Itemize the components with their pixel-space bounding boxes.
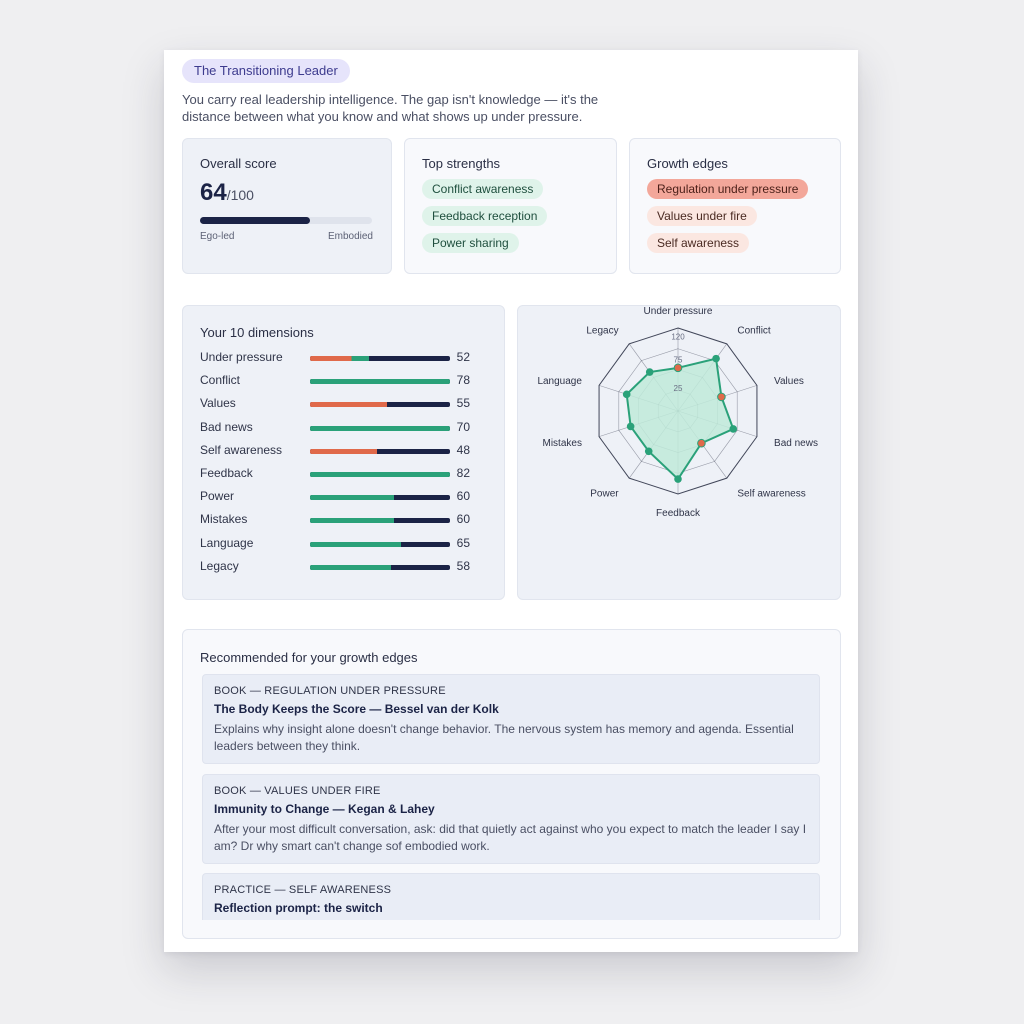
radar-axis-label: Self awareness	[737, 488, 806, 500]
dimension-label: Bad news	[200, 419, 253, 434]
dimension-row	[200, 487, 470, 505]
dimension-bar	[310, 472, 450, 477]
radar-axis-label: Mistakes	[542, 438, 582, 450]
dimension-row	[200, 441, 470, 459]
dimension-bar	[310, 379, 450, 384]
overall-score-title: Overall score	[200, 156, 277, 171]
dimension-row	[200, 394, 470, 412]
top-strengths-title: Top strengths	[422, 156, 501, 171]
dimensions-card	[182, 305, 505, 600]
growth-pill: Self awareness	[647, 233, 749, 253]
dimension-value: 60	[456, 489, 470, 504]
radar-point	[627, 423, 635, 431]
dimension-row	[200, 534, 470, 552]
overall-score-bar	[200, 217, 372, 224]
dimension-bar-fill	[310, 495, 394, 500]
dimension-bar-fill	[310, 542, 401, 547]
radar-point	[712, 355, 720, 363]
dimension-row	[200, 510, 470, 528]
dimension-bar-fill	[310, 565, 391, 570]
dimension-label: Self awareness	[200, 442, 283, 457]
radar-axis-label: Under pressure	[643, 306, 713, 317]
scale-high-label: Embodied	[327, 231, 373, 242]
radar-tick-label: 120	[671, 332, 685, 342]
radar-point	[718, 393, 726, 401]
dimension-bar-fill	[310, 426, 450, 431]
radar-point	[729, 425, 737, 433]
recommendation-desc: After your most difficult conversation, ask: did that quietly act against who you expect to match the leader I say I am? Dr why smart can't change sof embodied work.	[214, 822, 807, 853]
radar-point	[674, 364, 682, 372]
dimension-value: 58	[456, 558, 470, 573]
strength-pill: Conflict awareness	[422, 179, 543, 199]
radar-point	[698, 439, 706, 447]
recommendations-card	[182, 629, 841, 939]
dimension-row	[200, 371, 470, 389]
scale-low-label: Ego-led	[200, 231, 235, 242]
dimension-row	[200, 418, 470, 436]
recommendation-desc: Explains why insight alone doesn't change behavior. The nervous system has memory and agenda. Essential leaders between they think.	[214, 722, 794, 753]
dimension-value: 60	[456, 512, 470, 527]
overall-score-card	[182, 138, 392, 274]
growth-pill: Regulation under pressure	[647, 179, 808, 199]
dimension-value: 82	[456, 466, 470, 480]
dimension-bar-fill	[310, 356, 369, 361]
dimension-row	[200, 348, 470, 366]
dimension-label: Power	[200, 489, 235, 504]
dimension-value: 65	[456, 535, 470, 550]
radar-point	[623, 391, 631, 399]
dimension-value: 78	[456, 373, 470, 388]
dimension-bar	[310, 518, 450, 523]
radar-axis-label: Bad news	[774, 438, 818, 450]
radar-axis-label: Values	[774, 375, 804, 387]
radar-axis-label: Power	[590, 488, 619, 500]
assessment-report	[164, 50, 858, 952]
recommendation-item[interactable]	[202, 774, 820, 864]
dimension-label: Conflict	[200, 373, 241, 388]
dimension-label: Under pressure	[200, 350, 283, 364]
dimension-value: 70	[456, 419, 470, 434]
recommendation-title: The Body Keeps the Score — Bessel van der Kolk	[214, 702, 499, 716]
radar-axis-label: Conflict	[737, 325, 771, 337]
recommendations-title: Recommended for your growth edges	[200, 650, 418, 665]
dimension-bar	[310, 542, 450, 547]
overall-score-fill	[200, 217, 310, 224]
dimension-value: 52	[456, 350, 470, 364]
recommendation-item[interactable]	[202, 873, 820, 920]
dimension-value: 48	[456, 442, 470, 457]
dimension-bar	[310, 495, 450, 500]
dimension-bar	[310, 449, 450, 454]
recommendations-list[interactable]	[202, 674, 820, 920]
radar-axis-label: Language	[537, 375, 582, 387]
strength-pill: Power sharing	[422, 233, 519, 253]
recommendation-kind: BOOK — REGULATION UNDER PRESSURE	[214, 685, 446, 697]
dimension-label: Mistakes	[200, 512, 248, 527]
dimension-bar-fill	[310, 402, 387, 407]
radar-point	[645, 447, 653, 455]
dimensions-title: Your 10 dimensions	[200, 325, 314, 340]
dimension-bar-fill	[310, 518, 394, 523]
radar-axis-label: Feedback	[656, 508, 700, 519]
recommendation-title: Reflection prompt: the switch	[214, 901, 383, 915]
radar-series-area	[627, 359, 734, 479]
radar-tick-label: 25	[673, 383, 683, 393]
dimension-label: Feedback	[200, 466, 253, 480]
radar-chart	[518, 306, 842, 601]
top-strengths-card	[404, 138, 617, 274]
radar-point	[646, 368, 654, 376]
profile-badge: The Transitioning Leader	[182, 59, 350, 83]
dimension-label: Legacy	[200, 558, 239, 573]
intro-text: You carry real leadership intelligence. The gap isn't knowledge — it's the distance between what you know and what shows up under pressure.	[182, 92, 599, 124]
recommendation-title: Immunity to Change — Kegan & Lahey	[214, 802, 435, 816]
dimension-bar	[310, 426, 450, 431]
dimension-bar	[310, 356, 450, 361]
growth-pill: Values under fire	[647, 206, 757, 226]
dimension-bar-fill	[310, 472, 450, 477]
recommendation-kind: BOOK — VALUES UNDER FIRE	[214, 785, 381, 797]
recommendation-item[interactable]	[202, 674, 820, 764]
dimension-bar	[310, 402, 450, 407]
radar-axis-label: Legacy	[586, 325, 619, 337]
dimension-row	[200, 557, 470, 575]
dimension-row	[200, 464, 470, 482]
dimension-bar	[310, 565, 450, 570]
dimension-bar-fill	[310, 379, 450, 384]
growth-edges-card	[629, 138, 841, 274]
dimension-bar-fill	[310, 449, 377, 454]
dimension-label: Values	[200, 396, 236, 411]
radar-point	[674, 475, 682, 483]
dimension-label: Language	[200, 535, 254, 550]
growth-edges-title: Growth edges	[647, 156, 728, 171]
radar-card	[517, 305, 841, 600]
strength-pill: Feedback reception	[422, 206, 547, 226]
overall-score-value: 64/100	[200, 179, 254, 206]
radar-tick-label: 75	[673, 355, 683, 365]
dimension-value: 55	[456, 396, 470, 411]
recommendation-kind: PRACTICE — SELF AWARENESS	[214, 884, 392, 896]
